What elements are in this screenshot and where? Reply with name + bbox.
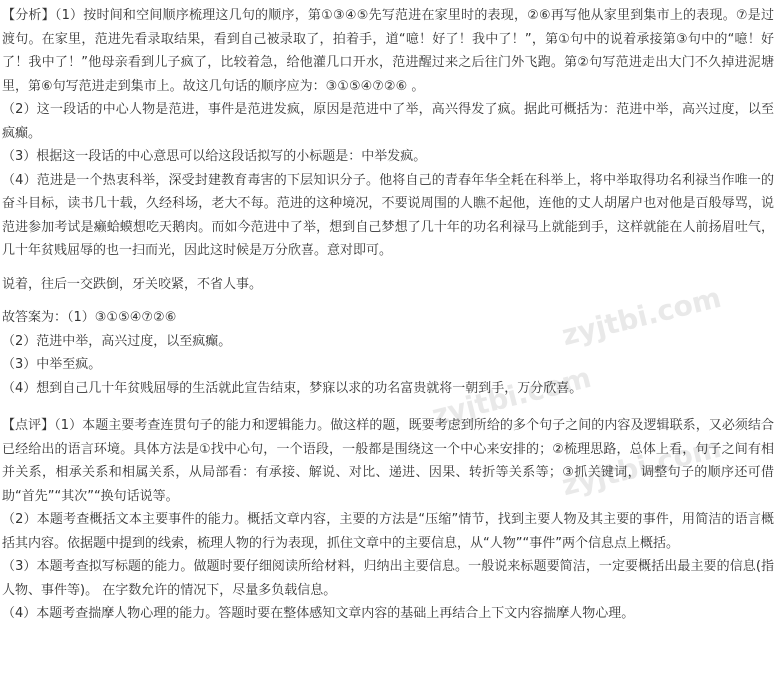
answer-line-3: （3）中举至疯。 [2, 357, 102, 372]
answer-line-2: （2）范进中举，高兴过度，以至疯癫。 [2, 333, 232, 349]
watermark: zyjtbi.com [558, 280, 725, 353]
excerpt-line: 说着，往后一交跌倒，牙关咬紧，不省人事。 [2, 276, 263, 292]
comment-paragraph-1: 【点评】（1）本题主要考查连贯句子的能力和逻辑能力。做这样的题，既要考虑到所给的多个句子之间的内容及逻辑联系，又必须结合已经给出的语言环境。具体方法是①找中心句，一个语段，一般都是围绕这一个中心来安排的；②梳理思路，总体上看，句子之间有相并关系，相承关系和相属关系，从局部看：有承接、解说、对比、递进、因果、转折等关系等；③抓关键词，调整句子的顺序还可借助“首先”“其次”“换句话说等。 [2, 418, 774, 504]
answer-line-1: 故答案为：（1）③①⑤④⑦②⑥ [2, 310, 177, 325]
comment-paragraph-4: （4）本题考查揣摩人物心理的能力。答题时要在整体感知文章内容的基础上再结合上下文内容揣摩人物心理。 [2, 606, 635, 621]
analysis-paragraph-4: （4）范进是一个热衷科举，深受封建教育毒害的下层知识分子。他将自己的青春年华全耗在科举上，将中举取得功名利禄当作唯一的奋斗目标，读书几十载，久经科场，老大不每。范进的这种境况，不要说周围的人瞧不起他，连他的丈人胡屠户也对他是百般辱骂，说范进参加考试是癞蛤蟆想吃天鹅肉。而如今范进中了举，想到自己梦想了几十年的功名利禄马上就能到手，这样就能在人前扬眉吐气，几十年贫贱屈辱的也一扫而光，因此这时候是万分欣喜。意对即可。 [2, 172, 774, 258]
answer-line-4: （4）想到自己几十年贫贱屈辱的生活就此宣告结束，梦寐以求的功名富贵就将一朝到手，万分欣喜。 [2, 380, 583, 396]
watermark: zyjtbi.com [428, 360, 595, 433]
analysis-paragraph-1: 【分析】（1）按时间和空间顺序梳理这几句的顺序，第①③④⑤先写范进在家里时的表现，②⑥再写他从家里到集市上的表现。⑦是过渡句。在家里，范进先看录取结果，看到自己被录取了，拍着手，道“噫！好了！我中了！”，第①句中的说着承接第③句中的“噫！好了！我中了！”他母亲看到儿子疯了，比较着急，给他灌几口开水，范进醒过来之后往门外飞跑。第②句写范进走出大门不久掉进泥塘里，第⑥句写范进走到集市上。故这几句话的顺序应为：③①⑤④⑦②⑥ 。 [2, 8, 774, 94]
comment-paragraph-3: （3）本题考查拟写标题的能力。做题时要仔细阅读所给材料，归纳出主要信息。一般说来标题要简洁，一定要概括出最主要的信息(指人物、事件等)。 在字数允许的情况下，尽量多负载信息。 [2, 559, 774, 598]
analysis-paragraph-2: （2）这一段话的中心人物是范进，事件是范进发疯，原因是范进中了举，高兴得发了疯。据此可概括为：范进中举，高兴过度，以至疯癫。 [2, 102, 774, 141]
content [2, 4, 774, 626]
analysis-paragraph-3: （3）根据这一段话的中心意思可以给这段话拟写的小标题是：中举发疯。 [2, 149, 427, 164]
watermark: zyjtbi.com [558, 430, 725, 503]
comment-paragraph-2: （2）本题考查概括文本主要事件的能力。概括文章内容，主要的方法是“压缩”情节，找到主要人物及其主要的事件，用简洁的语言概括其内容。依据题中提到的线索，梳理人物的行为表现，抓住文章中的主要信息，从“人物”“事件”两个信息点上概括。 [2, 512, 774, 551]
